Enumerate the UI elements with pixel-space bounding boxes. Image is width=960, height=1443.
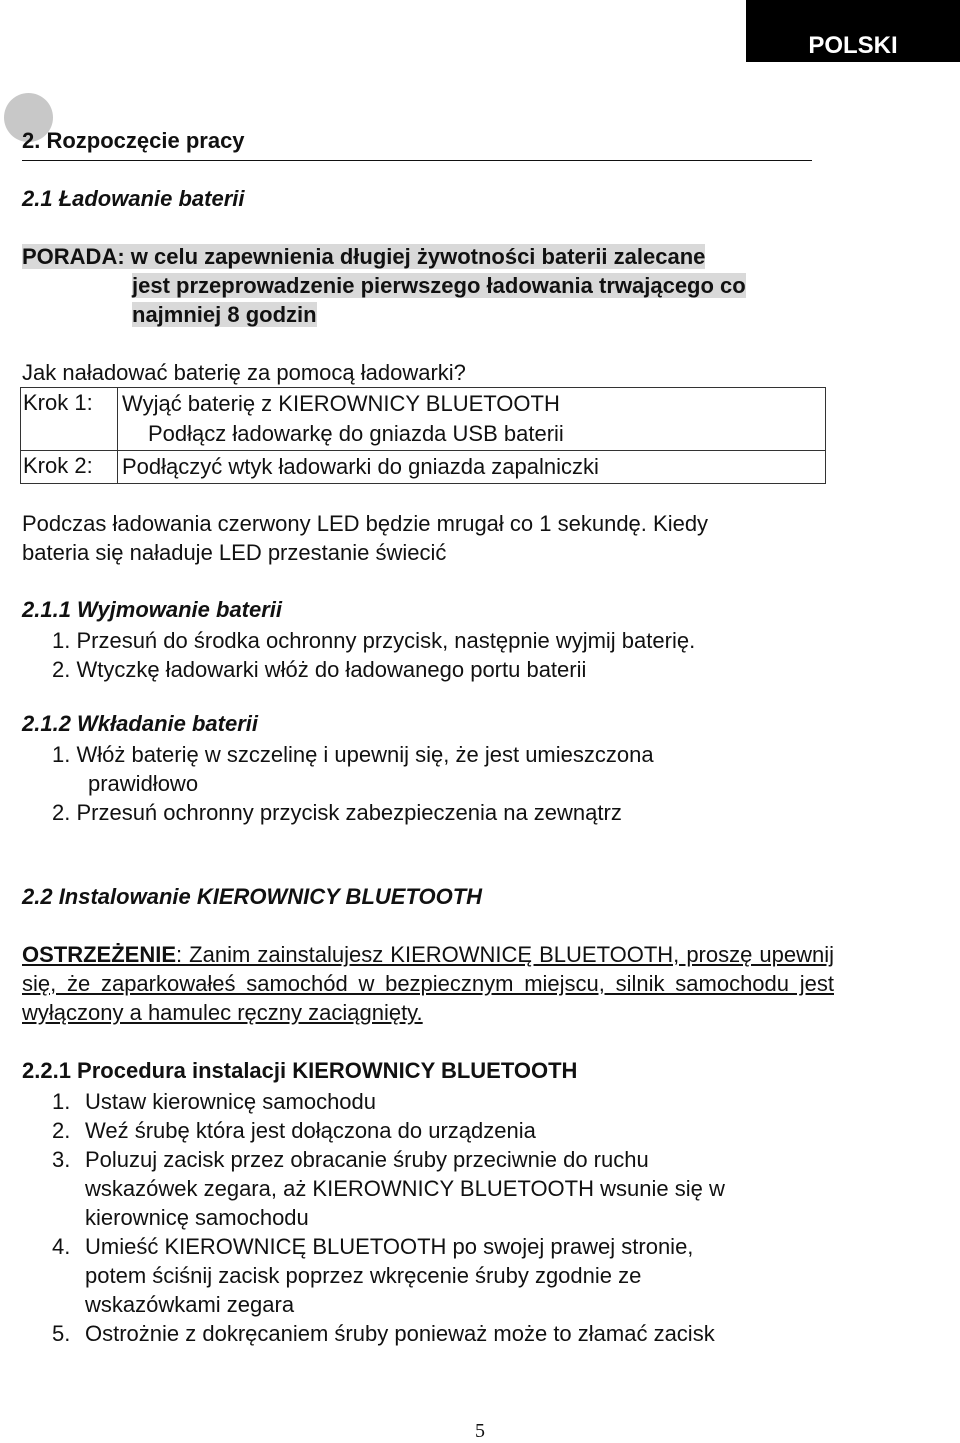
list-item xyxy=(52,1087,832,1116)
tip-line-2: jest przeprowadzenie pierwszego ładowania trwającego co xyxy=(132,273,746,298)
tip-box xyxy=(22,242,834,329)
list-line: kierownicę samochodu xyxy=(85,1205,309,1230)
list-text xyxy=(85,1145,725,1232)
list-line: potem ściśnij zacisk poprzez wkręcenie śruby zgodnie ze xyxy=(85,1263,642,1288)
list-text xyxy=(85,1087,376,1116)
warning-paragraph xyxy=(22,940,834,1027)
list-item: 1. Włóż baterię w szczelinę i upewnij się, że jest umieszczona xyxy=(52,742,654,767)
step-label: Krok 2: xyxy=(21,451,118,484)
list-line: wskazówkami zegara xyxy=(85,1292,295,1317)
language-tab xyxy=(746,0,960,62)
subsection-title-2-1-2: 2.1.2 Wkładanie baterii xyxy=(22,711,258,736)
tip-line-1: PORADA: w celu zapewnienia długiej żywotności baterii zalecane xyxy=(22,244,706,269)
subsection-title-2-2-1: 2.2.1 Procedura instalacji KIEROWNICY BLUETOOTH xyxy=(22,1058,578,1083)
step-line: Wyjąć baterię z KIEROWNICY BLUETOOTH xyxy=(122,391,560,416)
table-row xyxy=(21,388,826,451)
list-number: 1. xyxy=(52,1089,71,1114)
list-item xyxy=(52,1232,832,1319)
list-line: Poluzuj zacisk przez obracanie śruby przeciwnie do ruchu xyxy=(85,1147,649,1172)
step-line: Podłączyć wtyk ładowarki do gniazda zapalniczki xyxy=(122,454,599,479)
step-label: Krok 1: xyxy=(21,388,118,451)
list-number: 3. xyxy=(52,1147,71,1172)
list-line: Ostrożnie z dokręcaniem śruby ponieważ może to złamać zacisk xyxy=(85,1321,715,1346)
list-item-continuation: prawidłowo xyxy=(88,771,199,796)
section-title: 2. Rozpoczęcie pracy xyxy=(22,128,245,153)
list-item: 1. Przesuń do środka ochronny przycisk, następnie wyjmij baterię. xyxy=(52,628,696,653)
list-item xyxy=(52,1319,832,1348)
list-text xyxy=(85,1232,693,1319)
installation-steps xyxy=(52,1087,832,1348)
list-line: wskazówek zegara, aż KIEROWNICY BLUETOOTH wsunie się w xyxy=(85,1176,725,1201)
list-number: 4. xyxy=(52,1234,71,1259)
step-text xyxy=(118,388,826,451)
insertion-steps xyxy=(52,740,654,827)
led-line: Podczas ładowania czerwony LED będzie mrugał co 1 sekundę. Kiedy xyxy=(22,511,709,536)
tip-line-3: najmniej 8 godzin xyxy=(132,302,317,327)
section-divider xyxy=(22,160,812,161)
list-line: Ustaw kierownicę samochodu xyxy=(85,1089,377,1114)
subsection-title-2-1-1: 2.1.1 Wyjmowanie baterii xyxy=(22,597,283,622)
page-number: 5 xyxy=(475,1420,485,1442)
list-item xyxy=(52,1116,832,1145)
list-number: 2. xyxy=(52,1118,71,1143)
list-line: Umieść KIEROWNICĘ BLUETOOTH po swojej prawej stronie, xyxy=(85,1234,694,1259)
table-row xyxy=(21,451,826,484)
led-description xyxy=(22,509,834,567)
warning-text: : Zanim zainstalujesz KIEROWNICĘ BLUETOOTH, proszę upewnij się, że zaparkowałeś samochód w bezpiecznym miejscu, silnik samochodu jest wyłączony a hamulec ręczny zaciągnięty. xyxy=(22,942,834,1025)
subsection-title-2-1: 2.1 Ładowanie baterii xyxy=(22,186,245,211)
list-text xyxy=(85,1116,536,1145)
charging-question: Jak naładować baterię za pomocą ładowarki? xyxy=(22,360,466,385)
warning-lead: OSTRZEŻENIE xyxy=(22,942,177,967)
list-number: 5. xyxy=(52,1321,71,1346)
section-title-2-2: 2.2 Instalowanie KIEROWNICY BLUETOOTH xyxy=(22,884,483,909)
list-item: 2. Wtyczkę ładowarki włóż do ładowanego portu baterii xyxy=(52,657,587,682)
led-line: bateria się naładuje LED przestanie świecić xyxy=(22,540,447,565)
steps-table xyxy=(20,387,826,484)
list-line: Weź śrubę która jest dołączona do urządzenia xyxy=(85,1118,536,1143)
step-line: Podłącz ładowarkę do gniazda USB baterii xyxy=(148,421,564,446)
list-item xyxy=(52,1145,832,1232)
language-label: POLSKI xyxy=(808,32,898,59)
removal-steps xyxy=(52,626,695,684)
step-text xyxy=(118,451,826,484)
list-text xyxy=(85,1319,715,1348)
list-item: 2. Przesuń ochronny przycisk zabezpieczenia na zewnątrz xyxy=(52,800,622,825)
